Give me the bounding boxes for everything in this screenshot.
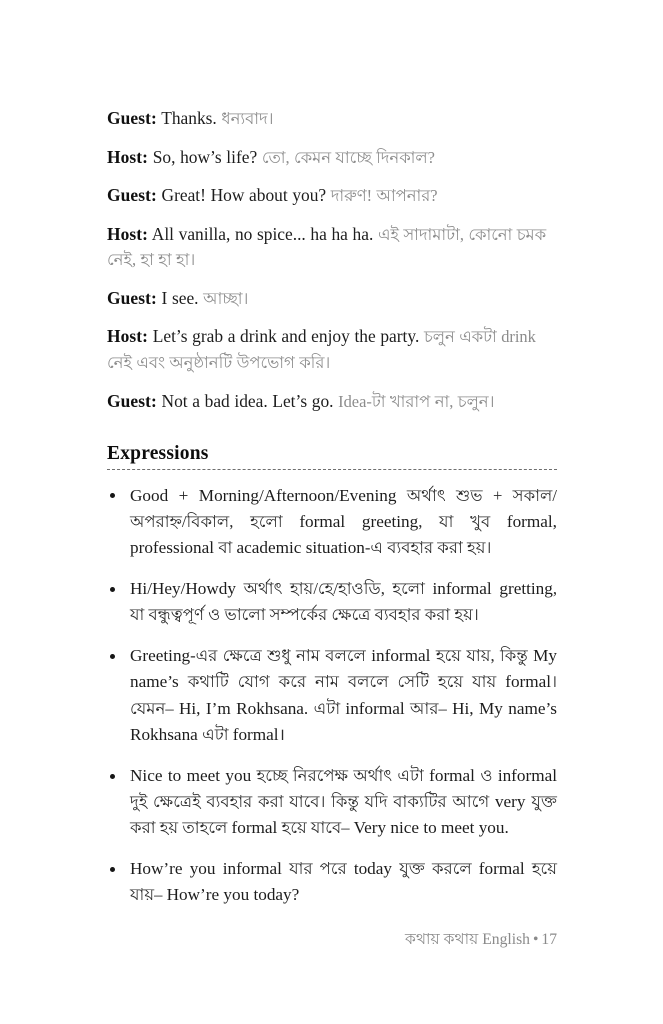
page-footer [107, 930, 557, 950]
text-run-english: formal [505, 672, 552, 692]
text-run-english: Hi, My name’s Rokhsana [130, 698, 557, 744]
text-run-bengali: এটা [313, 698, 346, 718]
dialogue-section [107, 106, 557, 414]
footer-separator: • [532, 931, 539, 948]
text-run-bengali: আর– [410, 698, 453, 718]
text-run-english: formal, professional [130, 511, 557, 557]
bullet-dot-icon [110, 654, 115, 659]
text-run-bengali: , যা খুব [418, 511, 507, 531]
page-number: 17 [541, 931, 557, 948]
text-run-bengali: হয়ে যায়, কিন্তু [435, 646, 534, 666]
dialogue-english: So, how’s life? [148, 146, 262, 167]
expressions-section [107, 442, 557, 908]
section-heading: Expressions [107, 443, 209, 465]
text-run-bengali: , যা বন্ধুত্বপূর্ণ ও ভালো সম্পর্কের ক্ষেত্রে ব্যবহার করা হয়। [130, 579, 557, 625]
text-run-bengali: এটা [202, 724, 233, 744]
dialogue-bengali: Idea-টা খারাপ না, চলুন। [338, 391, 495, 411]
dialogue-english: I see. [156, 287, 204, 308]
text-run-english: Good + Morning/Afternoon/Evening [130, 485, 407, 505]
text-run-english: formal [429, 765, 481, 785]
dialogue-line [107, 106, 557, 132]
list-item [107, 483, 557, 561]
text-run-english: Hi/Hey/Howdy [130, 579, 244, 599]
dialogue-line [107, 324, 557, 375]
list-item [107, 643, 557, 748]
speaker-label: Guest: [107, 390, 157, 411]
text-run-bengali: অর্থাৎ শুভ + সকাল/অপরাহ্ন/বিকাল, হলো [130, 485, 558, 531]
text-run-english: How’re you today? [166, 885, 300, 905]
speaker-label: Guest: [107, 287, 157, 308]
text-run-bengali: হয়ে যাবে– [281, 818, 354, 838]
text-run-english: Greeting [130, 646, 191, 666]
text-run-english: very [494, 792, 532, 811]
text-run-bengali: -এ ব্যবহার করা হয়। [364, 537, 492, 557]
speaker-label: Host: [107, 146, 149, 167]
text-run-english: Hi, I’m Rokhsana. [178, 698, 314, 718]
text-run-bengali: বা [218, 537, 237, 557]
text-run-english: Very nice to meet you. [353, 818, 509, 838]
dialogue-bengali: দারুণ! আপনার? [330, 186, 438, 206]
text-run-english: informal [345, 698, 411, 718]
text-run-english: formal [478, 859, 532, 879]
dialogue-bengali: এই সাদামাটা, কোনো চমক নেই, হা হা হা। [107, 224, 547, 270]
dialogue-line [107, 183, 557, 209]
section-divider [107, 469, 557, 470]
text-run-bengali: । যেমন– [130, 672, 557, 718]
list-item [107, 856, 557, 908]
list-item-text [130, 579, 557, 624]
bullet-dot-icon [110, 587, 115, 592]
speaker-label: Host: [107, 223, 149, 244]
text-run-bengali: হচ্ছে নিরপেক্ষ অর্থাৎ এটা [256, 765, 430, 785]
footer-book-title-english: English [482, 931, 530, 948]
text-run-bengali: যুক্ত করা হয় তাহলে [130, 792, 557, 838]
text-run-english: How’re you informal [130, 859, 290, 879]
dialogue-english: Thanks. [156, 108, 222, 128]
text-run-english: Nice to meet you [130, 765, 257, 785]
list-item-text [130, 486, 557, 557]
dialogue-line [107, 286, 557, 312]
page-content [107, 106, 557, 909]
bullet-dot-icon [110, 774, 115, 779]
text-run-bengali: যার পরে [289, 859, 354, 879]
footer-book-title-bengali: কথায় কথায় [405, 931, 479, 948]
dialogue-english: Not a bad idea. Let’s go. [156, 390, 339, 411]
bullet-dot-icon [110, 867, 115, 872]
dialogue-english: All vanilla, no spice... ha ha ha. [148, 223, 378, 244]
dialogue-english: Great! How about you? [156, 185, 331, 206]
dialogue-line [107, 222, 557, 273]
list-item-text [130, 646, 557, 743]
dialogue-bengali: তো, কেমন যাচ্ছে দিনকাল? [261, 147, 435, 167]
dialogue-english: Let’s grab a drink and enjoy the party. [148, 326, 424, 347]
text-run-english: academic situation [236, 537, 365, 557]
dialogue-bengali: চলুন একটা drink নেই এবং অনুষ্ঠানটি উপভোগ করি। [107, 327, 536, 373]
speaker-label: Guest: [107, 185, 157, 206]
text-run-english: formal [232, 724, 279, 744]
dialogue-line [107, 145, 557, 171]
text-run-bengali: । [278, 724, 285, 744]
text-run-english: formal greeting [299, 511, 419, 531]
text-run-english: formal [231, 818, 282, 838]
text-run-bengali: দুই ক্ষেত্রেই ব্যবহার করা যাবে। কিন্তু যদি বাক্যটির আগে [130, 792, 495, 811]
text-run-english: informal gretting [432, 579, 553, 599]
text-run-english: informal [371, 646, 436, 666]
text-run-english: My name’s [130, 646, 558, 692]
text-run-english: informal [497, 765, 557, 785]
text-run-bengali: হয়ে যায়– [130, 859, 557, 905]
text-run-english: today [353, 859, 400, 879]
dialogue-bengali: ধন্যবাদ। [221, 109, 274, 128]
text-run-bengali: কথাটি যোগ করে নাম বললে সেটি হয়ে যায় [187, 672, 506, 692]
list-item [107, 763, 557, 841]
speaker-label: Host: [107, 326, 149, 347]
text-run-bengali: অর্থাৎ হায়/হে/হাওডি, হলো [243, 579, 433, 599]
dialogue-bengali: আচ্ছা। [203, 288, 249, 308]
text-run-bengali: -এর ক্ষেত্রে শুধু নাম বললে [190, 646, 372, 666]
dialogue-line [107, 389, 557, 415]
list-item [107, 576, 557, 628]
expressions-list [107, 483, 557, 909]
text-run-bengali: যুক্ত করলে [399, 859, 479, 879]
text-run-bengali: ও [480, 765, 498, 785]
list-item-text [130, 859, 557, 904]
bullet-dot-icon [110, 493, 115, 498]
speaker-label: Guest: [107, 108, 157, 128]
list-item-text [130, 766, 557, 837]
